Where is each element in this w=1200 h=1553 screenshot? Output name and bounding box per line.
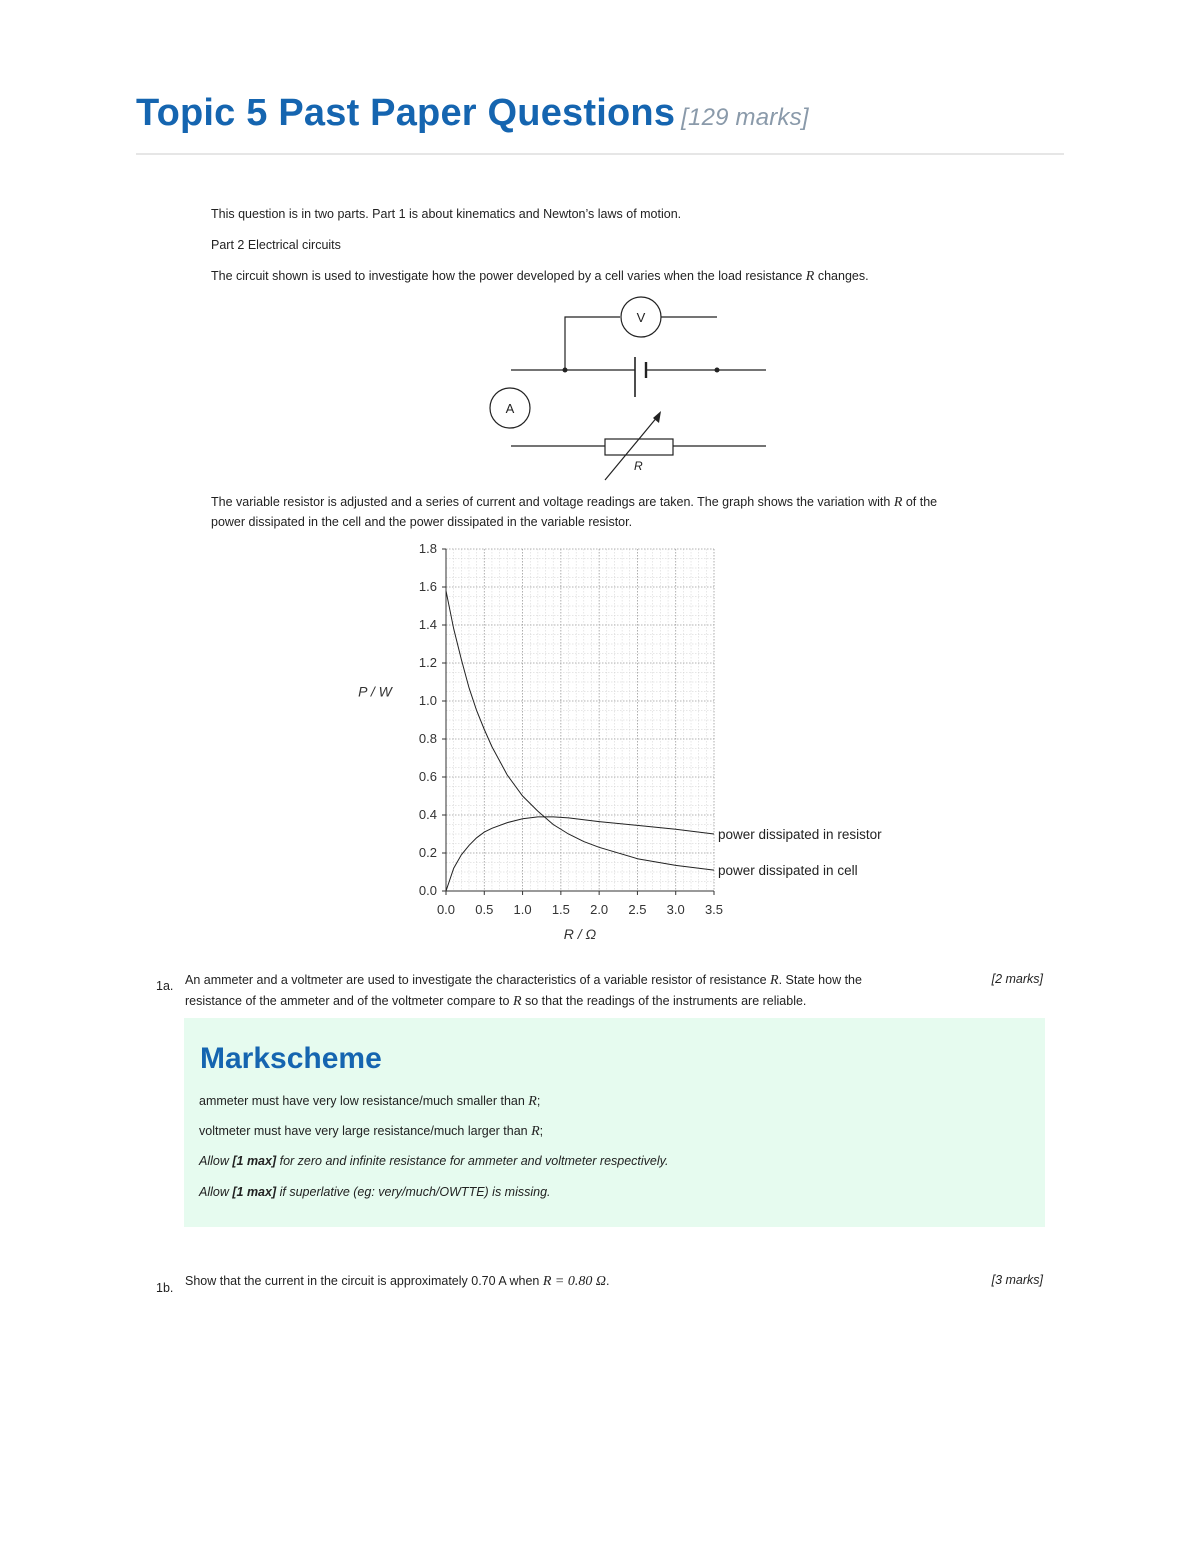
ms-line-2-var: R: [531, 1124, 540, 1139]
q1a-var-2: R: [512, 994, 522, 1009]
q1a-text-1: An ammeter and a voltmeter are used to investigate the characteristics of a variable resistor of resistance: [185, 973, 767, 987]
chart-ticks: [419, 541, 723, 917]
series-line-resistor: [446, 817, 714, 891]
junction-dot-left: [563, 368, 568, 373]
x-tick-label: 0.0: [436, 902, 456, 917]
junction-dot-right: [715, 368, 720, 373]
graph-intro-end: of the: [905, 495, 938, 509]
y-tick-label: 1.6: [418, 579, 437, 594]
q1a-text-2: . State how the: [778, 973, 862, 987]
y-tick-label: 0.0: [418, 883, 437, 898]
graph-intro-var-r: R: [893, 495, 903, 510]
title-text: Topic 5 Past Paper Questions: [136, 92, 676, 134]
intro-line-2: Part 2 Electrical circuits: [211, 238, 341, 252]
y-tick-label: 0.8: [418, 731, 437, 746]
series-label-resistor: power dissipated in resistor: [718, 827, 882, 842]
question-1a-text: [185, 970, 965, 1012]
series-label-cell: power dissipated in cell: [718, 863, 858, 879]
graph-intro-line-2: power dissipated in the cell and the power dissipated in the variable resistor.: [211, 515, 633, 529]
markscheme-box: [184, 1018, 1045, 1227]
allow-2-prefix: Allow: [199, 1185, 229, 1199]
ms-line-1-var: R: [528, 1094, 537, 1109]
x-tick-label: 1.5: [551, 902, 570, 917]
ms-line-1-text: ammeter must have very low resistance/much smaller than: [199, 1094, 525, 1108]
allow-2-max: [1 max]: [232, 1185, 277, 1199]
y-tick-label: 1.2: [418, 655, 437, 670]
x-tick-label: 0.5: [475, 902, 494, 917]
question-1a-number: 1a.: [156, 979, 174, 993]
voltmeter-label: V: [636, 310, 646, 325]
x-axis-label: R / Ω: [563, 926, 597, 942]
markscheme-line-2: [199, 1124, 543, 1140]
graph-intro-line-1: [211, 493, 937, 512]
ms-line-2-text: voltmeter must have very large resistance/much larger than: [199, 1124, 528, 1138]
page-title: [136, 92, 809, 135]
y-tick-label: 0.4: [418, 807, 437, 822]
allow-1-rest: for zero and infinite resistance for ammeter and voltmeter respectively.: [279, 1154, 669, 1168]
intro-line-3-end: changes.: [817, 269, 869, 283]
markscheme-heading: Markscheme: [200, 1042, 382, 1075]
resistor-label: R: [634, 459, 643, 473]
q1b-text-1: Show that the current in the circuit is approximately 0.70 A when: [185, 1274, 540, 1288]
x-tick-label: 1.0: [513, 902, 532, 917]
y-tick-label: 1.4: [418, 617, 437, 632]
y-tick-label: 0.6: [418, 769, 437, 784]
ms-line-2-end: ;: [539, 1124, 544, 1138]
graph-intro-start: The variable resistor is adjusted and a series of current and voltage readings are taken. The graph shows the variation with: [211, 495, 891, 509]
question-1a-marks: [2 marks]: [991, 972, 1043, 986]
q1a-text-4: so that the readings of the instruments are reliable.: [525, 994, 807, 1008]
q1b-text-2: .: [605, 1274, 610, 1288]
x-tick-label: 3.5: [704, 902, 724, 917]
markscheme-line-1: [199, 1094, 540, 1110]
x-tick-label: 3.0: [666, 902, 685, 917]
question-1b-number: 1b.: [156, 1281, 174, 1295]
circuit-diagram: [470, 290, 780, 490]
allow-1-max: [1 max]: [232, 1154, 277, 1168]
series-line-cell: [446, 591, 714, 870]
markscheme-allow-1: [199, 1154, 668, 1168]
x-tick-label: 2.0: [590, 902, 609, 917]
voltmeter-wire-left: [565, 317, 620, 370]
q1b-expr: R = 0.80 Ω: [542, 1274, 606, 1289]
title-divider: [136, 153, 1064, 155]
intro-line-3-start: The circuit shown is used to investigate how the power developed by a cell varies when the load resistance: [211, 269, 803, 283]
ms-line-1-end: ;: [536, 1094, 541, 1108]
chart-curves: [446, 591, 714, 891]
y-tick-label: 1.0: [418, 693, 437, 708]
ammeter-label: A: [505, 401, 515, 416]
question-1b-marks: [3 marks]: [991, 1273, 1043, 1287]
q1a-var-1: R: [770, 973, 779, 988]
intro-line-1: This question is in two parts. Part 1 is about kinematics and Newton’s laws of motion.: [211, 207, 682, 221]
variable-resistor-arrow: [605, 416, 658, 480]
markscheme-allow-2: [199, 1185, 551, 1199]
y-tick-label: 1.8: [418, 541, 437, 556]
power-resistance-chart: [340, 536, 920, 956]
q1a-text-3: resistance of the ammeter and of the voltmeter compare to: [185, 994, 510, 1008]
intro-line-3: [211, 267, 869, 286]
y-tick-label: 0.2: [418, 845, 437, 860]
x-tick-label: 2.5: [628, 902, 647, 917]
question-1b-text: [185, 1271, 965, 1292]
allow-2-rest: if superlative (eg: very/much/OWTTE) is missing.: [279, 1185, 551, 1199]
total-marks: [129 marks]: [681, 104, 809, 131]
variable-resistor: [605, 439, 673, 455]
allow-1-prefix: Allow: [199, 1154, 229, 1168]
y-axis-label: P / W: [358, 683, 392, 700]
intro-var-r: R: [805, 269, 815, 284]
